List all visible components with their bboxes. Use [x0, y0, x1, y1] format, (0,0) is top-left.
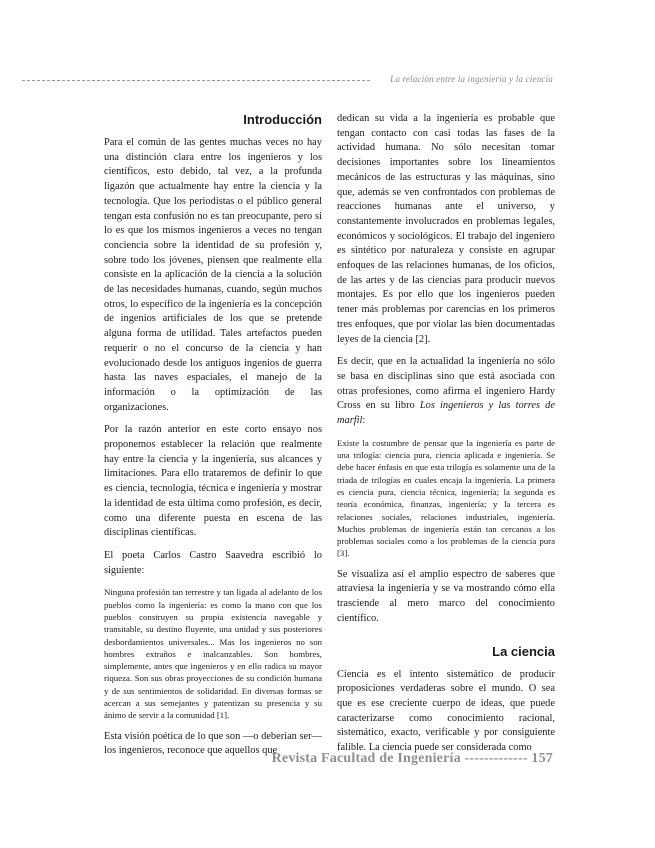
- book-title: Los ingenieros y las torres de marfil: [337, 400, 555, 427]
- section-heading-introduccion: Introducción: [243, 112, 322, 127]
- paragraph: dedican su vida a la ingeniería es probable que tengan contacto con casi todas las fases de la actividad humana. No sólo necesitan tomar decisiones importantes sobre los lineamientos mecánicos de las estructuras y las máquinas, sino que, además se ven confrontados con problemas de reacciones humanas ante el universo, y constantemente involucrados en problemas legales, económicos y sociológicos. El trabajo del ingeniero es sintético por naturaleza y consiste en agrupar enfoques de las relaciones humanas, de los oficios, de las artes y de las ciencias para producir nuevos montajes. Es por ello que los ingenieros pueden tener más problemas por carencias en los primeros tres enfoques, que por violar las bien documentadas leyes de la ciencia [2].: [337, 113, 555, 345]
- paragraph: Se visualiza así el amplio espectro de saberes que atraviesa la ingeniería y se va mostrando cómo ella trasciende al mero marco del conocimiento científico.: [337, 568, 555, 624]
- block-quote: Ninguna profesión tan terrestre y tan ligada al adelanto de los pueblos como la ingeniería: es como la mano con que los pueblos construyen su propia existencia navegable y transitable, su destino fluyente, una unidad y sus posteriores desbordamientos universales... Mas los ingenieros no son hombres extraños e inalcanzables. Son hombres, simplemente, antes que ingenieros y en ello radica su mayor riqueza. Son sus obras proyecciones de su condición humana y de sus sentimientos de solidaridad. En diversas formas se acercan a sus semejantes y patentizan su presencia y su ánimo de servir a la comunidad [1].: [104, 587, 322, 721]
- header-dashed-rule: [22, 80, 370, 81]
- running-header-title: La relación entre la ingeniería y la ciencia: [390, 74, 553, 84]
- paragraph: Esta visión poética de lo que son —o deberían ser— los ingenieros, reconoce que aquellos que: [104, 730, 322, 757]
- paragraph: Por la razón anterior en este corto ensayo nos proponemos establecer la relación que realmente hay entre la ciencia y la ingeniería, sus alcances y limitaciones. Para ello trataremos de definir lo que es ciencia, tecnología, técnica e ingeniería y mostrar la identidad de esta última como profesión, es decir, como una diferente puesta en escena de las disciplinas científicas.: [104, 424, 322, 539]
- paragraph: Para el común de las gentes muchas veces no hay una distinción clara entre los ingenieros y los científicos, esto debido, tal vez, a la profunda ligazón que actualmente hay entre la ciencia y la tecnología. Que los periodistas o el público general tengan esta confusión no es tan preocupante, pero si lo es que los mismos ingenieros a veces no tengan conciencia sobre la identidad de su profesión y, sobre todo los jóvenes, piensen que realmente ella consiste en la aplicación de la ciencia a la solución de las necesidades humanas, cuando, según muchos otros, lo específico de la ingeniería es la concepción de ingenios artificiales de los que se pretende alguna forma de utilidad. Tales artefactos pueden requerir o no el concurso de la ciencia y han evolucionado desde los antiguos ingenios de guerra hasta las naves espaciales, el manejo de la información o la optimización de las organizaciones.: [104, 137, 322, 413]
- text-span: :: [362, 415, 366, 427]
- text-span: Es decir, que en la actualidad la ingeniería no sólo se basa en disciplinas sino que está asociada con otras profesiones, como afirma el ingeniero Hardy Cross en su libro: [337, 356, 555, 412]
- paragraph: Ciencia es el intento sistemático de producir proposiciones verdaderas sobre el mundo. O sea que es ese creciente cuerpo de ideas, que puede caracterizarse como conocimiento racional, sistemático, exacto, verificable y por consiguiente falible. La ciencia puede ser considerada como: [337, 668, 555, 754]
- footer-journal-page: Revista Facultad de Ingeniería ------------- 157: [271, 751, 553, 766]
- block-quote: Existe la costumbre de pensar que la ingeniería es parte de una trilogía: ciencia pura, ciencia aplicada e ingeniería. Se debe hacer énfasis en que esta trilogía es solamente una de la triada de trilogías en cuales encaja la ingeniería. La primera es ciencia pura, ciencia técnica, ingeniería; la segunda es teoría económica, finanzas, ingeniería; y la tercera es relaciones sociales, relaciones industriales, ingeniería. Muchos problemas de ingeniería están tan cercanos a los problemas sociales como a los problemas de la ciencia pura [3].: [337, 437, 555, 559]
- paragraph: El poeta Carlos Castro Saavedra escribió lo siguiente:: [104, 549, 322, 576]
- section-heading-la-ciencia: La ciencia: [492, 643, 555, 659]
- right-column: [337, 112, 555, 764]
- left-column: [104, 112, 322, 767]
- paragraph-with-citation: [337, 355, 555, 429]
